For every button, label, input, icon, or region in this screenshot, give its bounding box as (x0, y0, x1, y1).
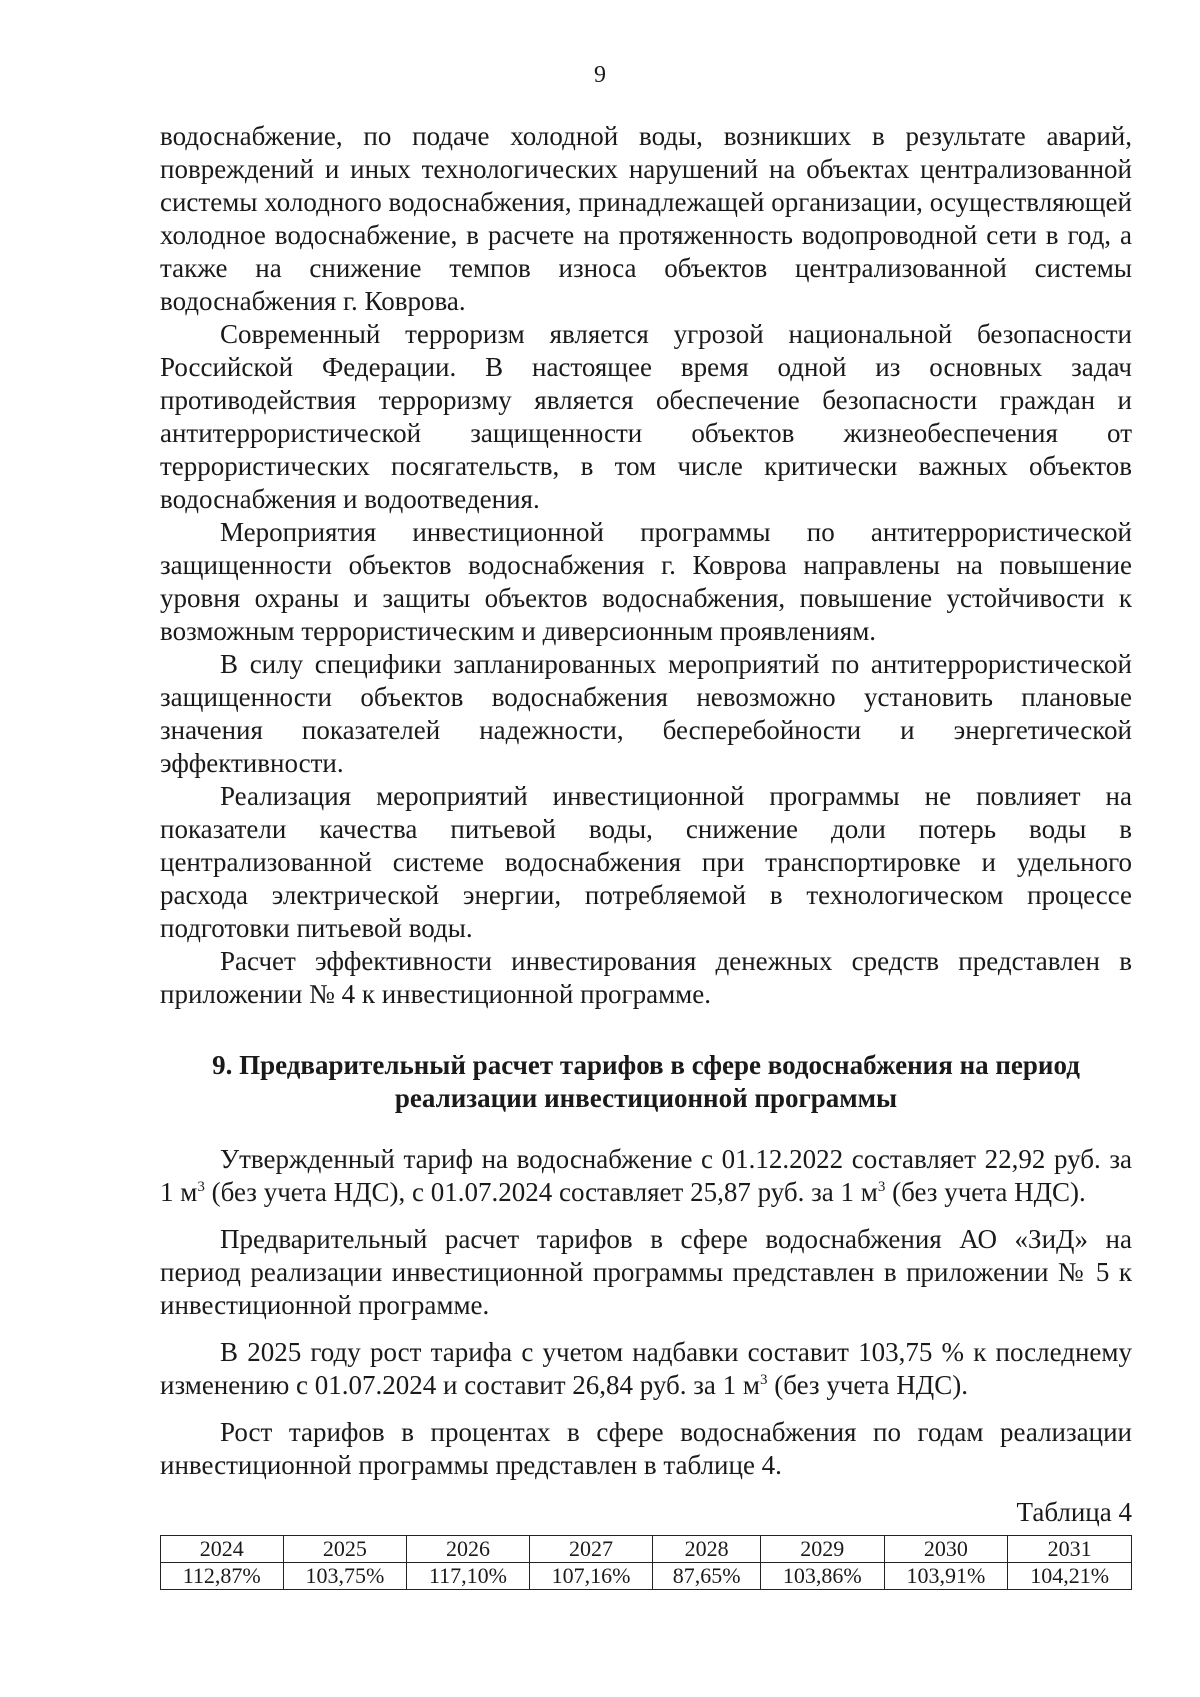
table-cell-value: 103,75% (283, 1563, 407, 1590)
paragraph-appendix: Предварительный расчет тарифов в сфере водоснабжения АО «ЗиД» на период реализации инвестиционной программы представлен в приложении № 5 к инвестиционной программе. (160, 1224, 1132, 1320)
table-row-years (161, 1536, 1132, 1563)
table-cell-year: 2027 (529, 1536, 653, 1563)
paragraph-approved-tariff (160, 1143, 1132, 1209)
paragraph-terrorism: Современный терроризм является угрозой национальной безопасности Российской Федерации. В настоящее время одной из основных задач противодействия терроризму является обеспечение безопасности граждан и антитеррористической защищенности объектов жизнеобеспечения от террористических посягательств, в том числе критически важных объектов водоснабжения и водоотведения. (160, 319, 1132, 514)
table-cell-year: 2029 (760, 1536, 884, 1563)
table-cell-value: 103,91% (884, 1563, 1008, 1590)
table-cell-value: 112,87% (161, 1563, 284, 1590)
paragraph-table-intro: Рост тарифов в процентах в сфере водоснабжения по годам реализации инвестиционной программы представлен в таблице 4. (160, 1417, 1132, 1480)
paragraph-specifics: В силу специфики запланированных мероприятий по антитеррористической защищенности объектов водоснабжения невозможно установить плановые значения показателей надежности, бесперебойности и энергетической эффективности. (160, 649, 1132, 778)
table-cell-year: 2026 (407, 1536, 530, 1563)
document-body (160, 120, 1132, 1590)
section-heading: 9. Предварительный расчет тарифов в сфере водоснабжения на период реализации инвестиционной программы (212, 1050, 1080, 1113)
table-cell-value: 117,10% (407, 1563, 530, 1590)
growth-text-a: В 2025 году рост тарифа с учетом надбавки составит 103,75 % к последнему изменению с 01.07.2024 и составит 26,84 руб. за 1 м (160, 1337, 1132, 1400)
paragraph-growth-2025 (160, 1336, 1132, 1402)
table-cell-value: 103,86% (760, 1563, 884, 1590)
paragraph-efficiency: Расчет эффективности инвестирования денежных средств представлен в приложении № 4 к инвестиционной программе. (160, 946, 1132, 1009)
growth-sup: 3 (760, 1372, 768, 1388)
table-cell-value: 87,65% (653, 1563, 760, 1590)
tariff-text-a: Утвержденный тариф на водоснабжение с 01.12.2022 составляет 22,92 руб. за 1 м (160, 1144, 1132, 1207)
table-caption: Таблица 4 (1016, 1497, 1132, 1527)
table-cell-value: 104,21% (1008, 1563, 1132, 1590)
tariff-growth-table (160, 1535, 1132, 1590)
page-number: 9 (594, 62, 606, 88)
table-cell-year: 2030 (884, 1536, 1008, 1563)
table-cell-year: 2031 (1008, 1536, 1132, 1563)
paragraph-continuation: водоснабжение, по подаче холодной воды, возникших в результате аварий, повреждений и иных технологических нарушений на объектах централизованной системы холодного водоснабжения, принадлежащей организации, осуществляющей холодное водоснабжение, в расчете на протяженность водопроводной сети в год, а также на снижение темпов износа объектов централизованной системы водоснабжения г. Коврова. (160, 121, 1132, 316)
tariff-text-c: (без учета НДС). (885, 1177, 1086, 1207)
paragraph-implementation: Реализация мероприятий инвестиционной программы не повлияет на показатели качества питьевой воды, снижение доли потерь воды в централизованной системе водоснабжения при транспортировке и удельного расхода электрической энергии, потребляемой в технологическом процессе подготовки питьевой воды. (160, 781, 1132, 943)
growth-text-b: (без учета НДС). (767, 1370, 968, 1400)
table-cell-value: 107,16% (529, 1563, 653, 1590)
table-cell-year: 2025 (283, 1536, 407, 1563)
table-cell-year: 2028 (653, 1536, 760, 1563)
tariff-sup-a: 3 (197, 1179, 205, 1195)
table-cell-year: 2024 (161, 1536, 284, 1563)
tariff-sup-b: 3 (877, 1179, 886, 1195)
paragraph-measures: Мероприятия инвестиционной программы по антитеррористической защищенности объектов водоснабжения г. Коврова направлены на повышение уровня охраны и защиты объектов водоснабжения, повышение устойчивости к возможным террористическим и диверсионным проявлениям. (160, 517, 1132, 646)
tariff-text-b: (без учета НДС), с 01.07.2024 составляет 25,87 руб. за 1 м (204, 1177, 878, 1207)
table-row-values (161, 1563, 1132, 1590)
